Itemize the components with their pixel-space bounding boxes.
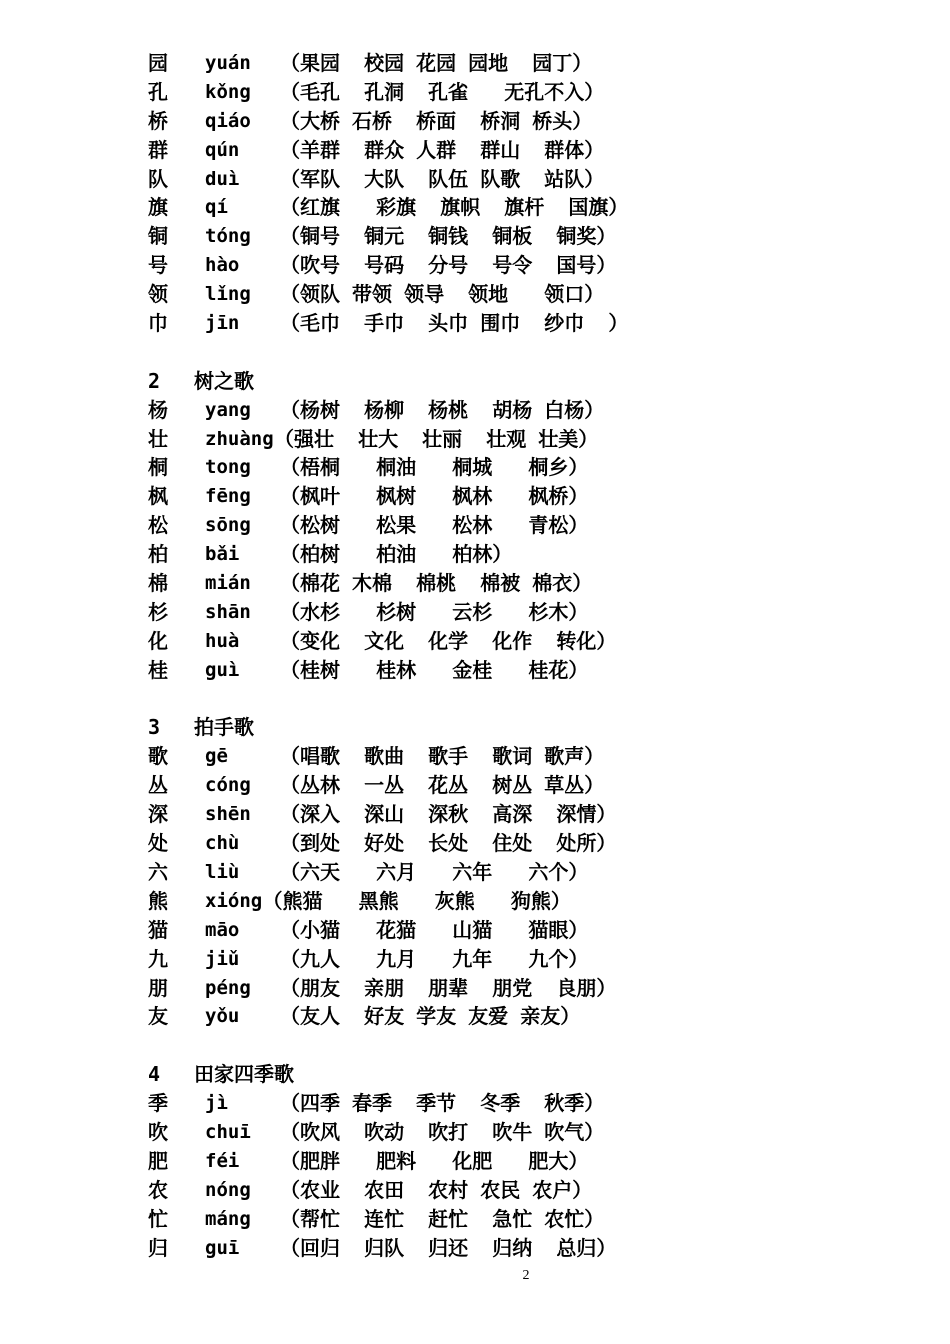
vocab-row [148, 165, 848, 194]
vocab-row [148, 1118, 848, 1147]
vocab-pinyin: liù [205, 860, 240, 883]
section-number: 3 [148, 715, 161, 740]
vocab-pinyin: péng [205, 976, 251, 999]
vocab-words: （桂树 桂林 金桂 桂花） [280, 657, 589, 682]
vocab-row [148, 569, 848, 598]
vocab-pinyin: jì [205, 1092, 228, 1115]
vocab-pinyin: mián [205, 572, 251, 595]
vocab-words: （羊群 群众 人群 群山 群体） [280, 137, 605, 162]
vocab-character: 熊 [148, 888, 168, 913]
vocab-character: 园 [148, 51, 168, 75]
vocab-words: （枫叶 枫树 枫林 枫桥） [280, 484, 589, 509]
vocab-pinyin: bǎi [205, 543, 240, 566]
vocab-pinyin: jīn [205, 312, 240, 335]
vocab-pinyin: féi [205, 1149, 240, 1172]
vocab-row [148, 887, 848, 916]
vocab-words: （毛孔 孔洞 孔雀 无孔不入） [280, 79, 605, 104]
vocab-row [148, 107, 848, 136]
vocab-pinyin: huà [205, 629, 240, 652]
vocab-pinyin: máng [205, 1207, 251, 1230]
vocab-pinyin: guī [205, 1236, 240, 1259]
section-spacer [148, 685, 848, 714]
vocab-character: 九 [148, 946, 168, 971]
vocab-words: （到处 好处 长处 住处 处所） [280, 831, 617, 856]
vocab-words: （吹号 号码 分号 号令 国号） [280, 253, 617, 278]
vocab-row [148, 742, 848, 771]
vocab-pinyin: duì [205, 167, 240, 190]
vocab-character: 壮 [148, 426, 168, 451]
vocab-row [148, 945, 848, 974]
vocab-character: 季 [148, 1091, 168, 1116]
section-title: 树之歌 [194, 368, 254, 393]
vocab-character: 铜 [148, 224, 168, 249]
vocab-words: （柏树 柏油 柏林） [280, 542, 513, 567]
vocab-words: （回归 归队 归还 归纳 总归） [280, 1235, 617, 1260]
vocab-character: 号 [148, 253, 168, 278]
vocab-character: 巾 [148, 311, 168, 336]
vocab-words: （友人 好友 学友 友爱 亲友） [280, 1004, 581, 1029]
vocab-words: （朋友 亲朋 朋辈 朋党 良朋） [280, 975, 617, 1000]
vocab-character: 忙 [148, 1206, 168, 1231]
vocab-words: （变化 文化 化学 化作 转化） [280, 628, 617, 653]
vocab-words: （深入 深山 深秋 高深 深情） [280, 802, 617, 827]
vocab-row [148, 916, 848, 945]
vocab-character: 旗 [148, 195, 168, 220]
vocab-character: 肥 [148, 1148, 168, 1173]
vocab-words: （吹风 吹动 吹打 吹牛 吹气） [280, 1119, 605, 1144]
vocab-pinyin: cóng [205, 774, 251, 797]
vocab-character: 群 [148, 137, 168, 162]
vocab-character: 友 [148, 1004, 168, 1029]
vocab-pinyin: shēn [205, 803, 251, 826]
vocab-character: 桂 [148, 657, 168, 682]
vocab-pinyin: qún [205, 138, 240, 161]
vocab-row [148, 511, 848, 540]
vocab-character: 杉 [148, 599, 168, 624]
vocab-pinyin: gē [205, 745, 228, 768]
vocab-pinyin: guì [205, 658, 240, 681]
vocab-words: （小猫 花猫 山猫 猫眼） [280, 917, 589, 942]
vocab-row [148, 482, 848, 511]
vocab-character: 归 [148, 1235, 168, 1260]
vocab-character: 孔 [148, 79, 168, 104]
vocab-words: （农业 农田 农村 农民 农户） [280, 1177, 593, 1202]
vocab-row [148, 136, 848, 165]
vocab-words: （梧桐 桐油 桐城 桐乡） [280, 455, 589, 480]
vocab-character: 队 [148, 166, 168, 191]
section-number: 2 [148, 368, 161, 393]
vocab-words: （果园 校园 花园 园地 园丁） [280, 51, 593, 75]
vocab-pinyin: nóng [205, 1178, 251, 1201]
vocab-pinyin: yang [205, 398, 251, 421]
vocab-pinyin: zhuàng [205, 427, 274, 450]
vocab-character: 丛 [148, 773, 168, 798]
vocab-character: 领 [148, 282, 168, 307]
vocab-pinyin: xióng [205, 889, 263, 912]
vocab-row [148, 1234, 848, 1263]
vocab-row [148, 858, 848, 887]
vocab-row [148, 453, 848, 482]
vocab-row [148, 1147, 848, 1176]
vocab-row [148, 78, 848, 107]
vocab-words: （松树 松果 松林 青松） [280, 513, 589, 538]
vocab-words: （领队 带领 领导 领地 领口） [280, 282, 605, 307]
vocab-pinyin: yuán [205, 52, 251, 74]
vocab-pinyin: tóng [205, 225, 251, 248]
vocab-character: 棉 [148, 571, 168, 596]
vocab-character: 枫 [148, 484, 168, 509]
vocab-words: （强壮 壮大 壮丽 壮观 壮美） [274, 426, 599, 451]
vocab-row [148, 193, 848, 222]
vocab-row [148, 309, 848, 338]
vocab-words: （丛林 一丛 花丛 树丛 草丛） [280, 773, 605, 798]
vocab-pinyin: chù [205, 832, 240, 855]
vocab-character: 深 [148, 802, 168, 827]
vocab-words: （军队 大队 队伍 队歌 站队） [280, 166, 605, 191]
section-spacer [148, 1031, 848, 1060]
vocab-character: 农 [148, 1177, 168, 1202]
vocab-row [148, 251, 848, 280]
vocab-character: 化 [148, 628, 168, 653]
vocab-row [148, 222, 848, 251]
vocab-words: （唱歌 歌曲 歌手 歌词 歌声） [280, 744, 605, 769]
vocab-character: 吹 [148, 1119, 168, 1144]
vocab-row [148, 829, 848, 858]
vocab-pinyin: qí [205, 196, 228, 219]
vocab-pinyin: yǒu [205, 1005, 240, 1028]
section-heading [148, 713, 848, 742]
vocab-row [148, 280, 848, 309]
vocab-row [148, 540, 848, 569]
section-title: 拍手歌 [194, 715, 254, 740]
vocab-words: （杨树 杨柳 杨桃 胡杨 白杨） [280, 397, 605, 422]
vocab-words: （熊猫 黑熊 灰熊 狗熊） [262, 888, 571, 913]
vocab-character: 歌 [148, 744, 168, 769]
vocab-character: 六 [148, 859, 168, 884]
vocab-character: 猫 [148, 917, 168, 942]
vocab-row [148, 1089, 848, 1118]
vocab-row [148, 425, 848, 454]
vocab-words: （肥胖 肥料 化肥 肥大） [280, 1148, 589, 1173]
vocab-character: 桥 [148, 108, 168, 133]
vocab-row [148, 800, 848, 829]
vocab-words: （帮忙 连忙 赶忙 急忙 农忙） [280, 1206, 605, 1231]
vocab-row [148, 656, 848, 685]
vocab-pinyin: fēng [205, 485, 251, 508]
vocab-row [148, 49, 848, 78]
vocab-pinyin: kǒng [205, 80, 251, 103]
vocab-character: 柏 [148, 542, 168, 567]
vocab-words: （四季 春季 季节 冬季 秋季） [280, 1091, 605, 1116]
vocab-row [148, 598, 848, 627]
vocab-character: 处 [148, 831, 168, 856]
vocab-words: （大桥 石桥 桥面 桥洞 桥头） [280, 108, 593, 133]
vocab-pinyin: qiáo [205, 109, 251, 132]
page-number: 2 [522, 1268, 530, 1283]
vocab-character: 朋 [148, 975, 168, 1000]
vocab-words: （水杉 杉树 云杉 杉木） [280, 599, 589, 624]
section-heading [148, 1060, 848, 1089]
vocab-row [148, 1205, 848, 1234]
vocab-words: （铜号 铜元 铜钱 铜板 铜奖） [280, 224, 617, 249]
section-number: 4 [148, 1062, 161, 1087]
section-spacer [148, 338, 848, 367]
vocab-pinyin: māo [205, 918, 240, 941]
vocab-character: 桐 [148, 455, 168, 480]
vocab-words: （九人 九月 九年 九个） [280, 946, 589, 971]
vocab-row [148, 974, 848, 1003]
vocab-words: （毛巾 手巾 头巾 围巾 纱巾 ） [280, 311, 629, 336]
vocab-character: 松 [148, 513, 168, 538]
vocab-row [148, 396, 848, 425]
vocab-words: （六天 六月 六年 六个） [280, 859, 589, 884]
vocab-row [148, 1176, 848, 1205]
vocab-pinyin: lǐng [205, 283, 251, 306]
vocab-pinyin: shān [205, 600, 251, 623]
section-title: 田家四季歌 [194, 1062, 294, 1087]
vocab-pinyin: jiǔ [205, 947, 240, 970]
vocab-row [148, 627, 848, 656]
vocab-words: （棉花 木棉 棉桃 棉被 棉衣） [280, 571, 593, 596]
vocab-pinyin: tong [205, 456, 251, 479]
vocab-row [148, 1002, 848, 1031]
vocab-pinyin: hào [205, 254, 240, 277]
vocab-pinyin: sōng [205, 514, 251, 537]
vocab-character: 杨 [148, 397, 168, 422]
document-body [148, 49, 848, 1262]
section-heading [148, 367, 848, 396]
vocab-words: （红旗 彩旗 旗帜 旗杆 国旗） [280, 195, 629, 220]
vocab-pinyin: chuī [205, 1120, 251, 1143]
vocab-row [148, 771, 848, 800]
